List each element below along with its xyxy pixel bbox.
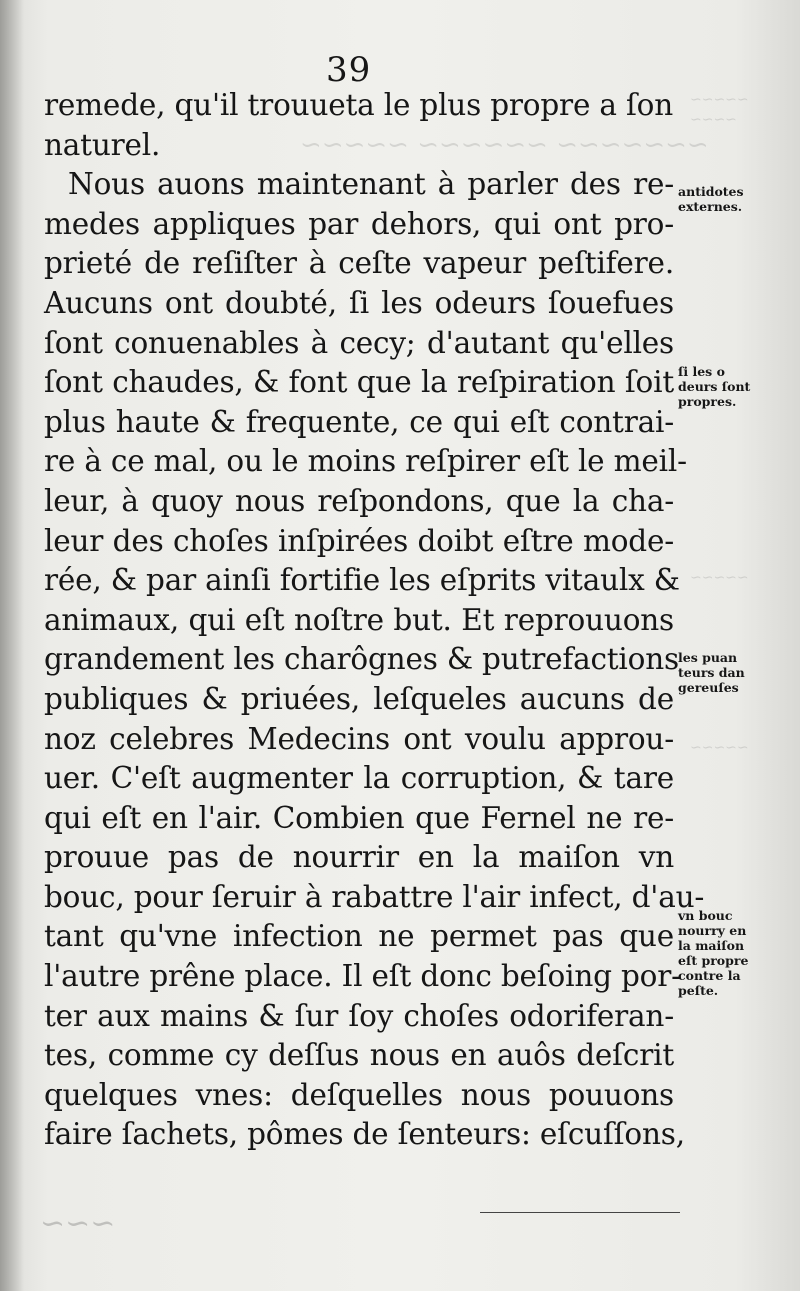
text-line: leur des choſes inſpirées doibt eſtre mode- (44, 523, 674, 558)
bleed-through-footer: ~~~ (40, 1206, 116, 1241)
text-line: leur, à quoy nous reſpondons, que la cha- (44, 483, 674, 518)
margin-note: les puan teurs dan gereuſes (678, 650, 745, 695)
margin-note: ſi les o deurs ſont propres. (678, 364, 751, 409)
text-line: medes appliques par dehors, qui ont pro- (44, 206, 674, 241)
bleed-through: ~~~~~~~ ~~~~~~ ~~~~~ (300, 130, 709, 160)
text-line: l'autre prêne place. Il eſt donc beſoing por- (44, 959, 681, 994)
text-line: bouc, pour ſeruir à rabattre l'air infect, d'au- (44, 879, 705, 914)
text-line: uer. C'eſt augmenter la corruption, & tare (44, 761, 674, 796)
text-line: publiques & priuées, leſqueles aucuns de (44, 681, 674, 716)
text-line: noz celebres Medecins ont voulu approu- (44, 721, 674, 756)
text-line: prieté de reſiſter à ceſte vapeur peſtifere. (44, 246, 674, 281)
text-line: quelques vnes: deſquelles nous pouuons (44, 1077, 674, 1112)
margin-note: antidotes externes. (678, 184, 744, 214)
bleed-through-margin: ~~~~~ (690, 92, 749, 108)
text-line: rée, & par ainſi fortifie les eſprits vitaulx & (44, 563, 680, 598)
page-number: 39 (326, 50, 372, 90)
text-line: ter aux mains & ſur ſoy choſes odoriferan- (44, 998, 674, 1033)
margin-note: vn bouc nourry en la maiſon eſt propre contre la peſte. (678, 908, 749, 998)
bleed-through-margin: ~~~~~ (690, 570, 749, 586)
body-text (44, 86, 705, 1155)
text-line: qui eſt en l'air. Combien que Fernel ne re- (44, 800, 674, 835)
text-line: naturel. (44, 127, 161, 162)
text-line: re à ce mal, ou le moins reſpirer eſt le meil- (44, 444, 687, 479)
text-line: Aucuns ont doubté, ſi les odeurs ſouefues (44, 285, 674, 320)
text-line: ſont chaudes, & font que la reſpiration ſoit (44, 365, 674, 400)
text-line: grandement les charôgnes & putrefactions (44, 642, 679, 677)
bleed-through-margin: ~~~~ (690, 112, 737, 128)
text-line: ſont conuenables à cecy; d'autant qu'elles (44, 325, 674, 360)
text-line: faire ſachets, pômes de ſenteurs: eſcuſſons, (44, 1117, 685, 1152)
text-line: prouue pas de nourrir en la maiſon vn (44, 840, 674, 875)
text-line: remede, qu'il trouueta le plus propre a ſon (44, 88, 674, 122)
margin-notes (672, 0, 800, 1291)
gutter-shadow (0, 0, 24, 1291)
text-line: tant qu'vne infection ne permet pas que (44, 919, 674, 954)
text-line: plus haute & frequente, ce qui eſt contrai- (44, 404, 674, 439)
text-line: Nous auons maintenant à parler des re- (68, 167, 674, 202)
bottom-rule (480, 1212, 680, 1213)
text-line: tes, comme cy deſſus nous en auôs deſcrit (44, 1038, 674, 1073)
text-line: animaux, qui eſt noſtre but. Et reprouuons (44, 602, 674, 637)
bleed-through-margin: ~~~~~ (690, 740, 749, 756)
